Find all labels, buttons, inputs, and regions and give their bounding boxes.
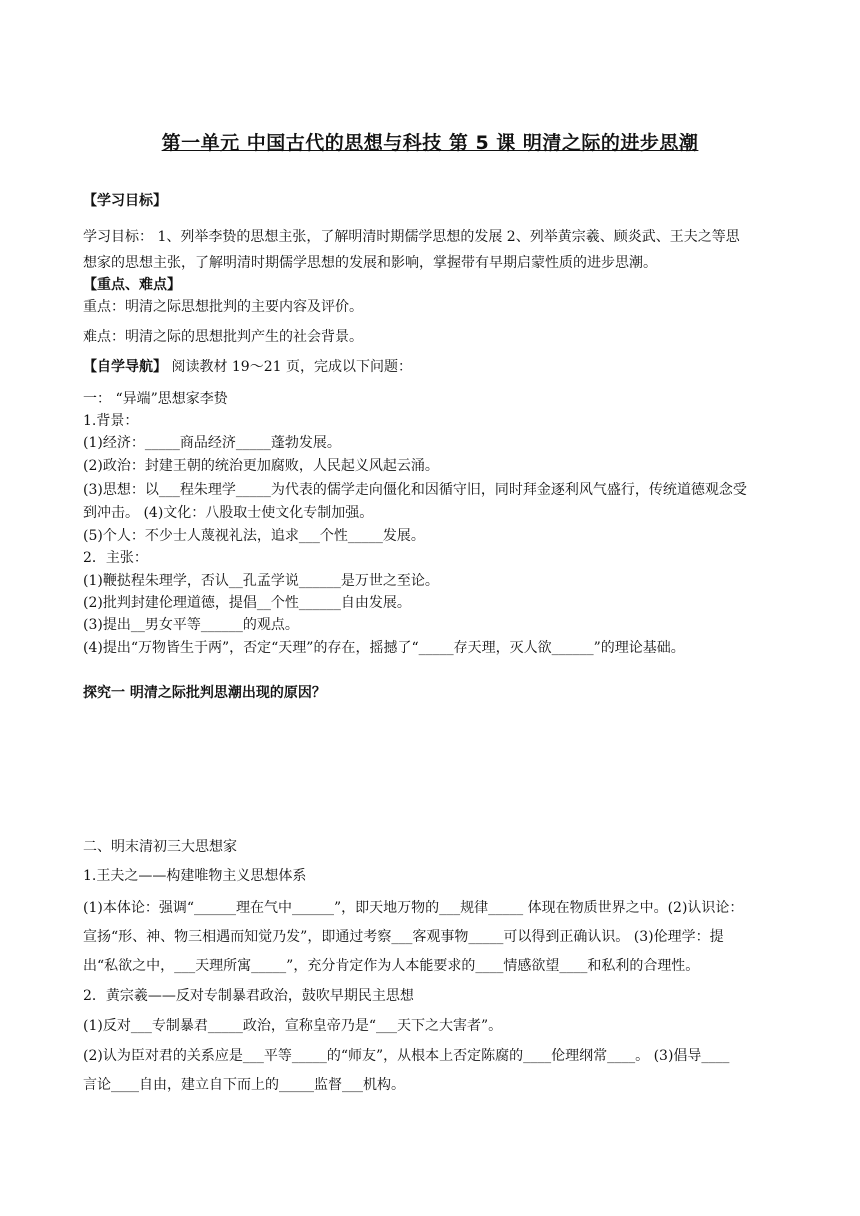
selfstudy-text: 阅读教材 19～21 页，完成以下问题： [167, 359, 412, 375]
keypoints-heading: 【重点、难点】 [83, 277, 181, 293]
huang-title: 2．黄宗羲——反对专制暴君政治，鼓吹早期民主思想 [83, 988, 414, 1004]
background-thought-a: (3)思想：以___程朱理学_____为代表的儒学走向僵化和因循守旧，同时拜金逐利风气盛行，传统道德观念受 [83, 482, 747, 498]
background-economy: (1)经济：_____商品经济_____蓬勃发展。 [83, 435, 341, 451]
claim-3: (3)提出__男女平等______的观点。 [83, 617, 299, 633]
selfstudy-heading: 【自学导航】 [83, 359, 167, 375]
selfstudy-row [83, 356, 803, 378]
wang-title: 1.王夫之——构建唯物主义思想体系 [83, 868, 307, 884]
background-label: 1.背景： [83, 413, 139, 429]
claim-1: (1)鞭挞程朱理学，否认__孔孟学说______是万世之至论。 [83, 573, 439, 589]
keypoint-text: 重点：明清之际思想批判的主要内容及评价。 [83, 299, 363, 315]
lesson-title: 第一单元 中国古代的思想与科技 第 5 课 明清之际的进步思潮 [161, 132, 699, 154]
wang-text-1: (1)本体论：强调“______理在气中______”，即天地万物的___规律_____ 体现在物质世界之中。(2)认识论： [83, 900, 744, 916]
objectives-heading: 【学习目标】 [83, 193, 167, 209]
explore-question-1: 探究一 明清之际批判思潮出现的原因？ [83, 685, 326, 701]
wang-text-3: 出“私欲之中，___天理所寓_____”，充分肯定作为人本能要求的____情感欲望____和私利的合理性。 [83, 958, 700, 974]
section1-title: 一： “异端”思想家李贽 [83, 391, 228, 407]
huang-text-2: (2)认为臣对君的关系应是___平等_____的“师友”，从根本上否定陈腐的____伦理纲常____。 (3)倡导____ [83, 1048, 730, 1064]
background-individual: (5)个人：不少士人蔑视礼法，追求___个性_____发展。 [83, 528, 425, 544]
claim-4: (4)提出“万物皆生于两”，否定“天理”的存在，摇撼了“_____存天理，灭人欲______”的理论基础。 [83, 640, 685, 656]
objectives-text-2: 想家的思想主张，了解明清时期儒学思想的发展和影响，掌握带有早期启蒙性质的进步思潮。 [83, 255, 657, 271]
background-thought-b: 到冲击。 (4)文化：八股取士使文化专制加强。 [83, 505, 374, 521]
section2-title: 二、明末清初三大思想家 [83, 839, 237, 855]
claims-label: 2．主张： [83, 550, 148, 566]
claim-2: (2)批判封建伦理道德，提倡__个性______自由发展。 [83, 595, 411, 611]
objectives-text-1: 学习目标： 1、列举李贽的思想主张，了解明清时期儒学思想的发展 2、列举黄宗羲、顾炎武、王夫之等思 [83, 229, 740, 245]
huang-text-3: 言论____自由，建立自下而上的_____监督___机构。 [83, 1077, 405, 1093]
difficulty-text: 难点：明清之际的思想批判产生的社会背景。 [83, 329, 363, 345]
background-politics: (2)政治：封建王朝的统治更加腐败，人民起义风起云涌。 [83, 458, 439, 474]
huang-text-1: (1)反对___专制暴君_____政治，宣称皇帝乃是“___天下之大害者”。 [83, 1018, 503, 1034]
wang-text-2: 宣扬“形、神、物三相遇而知觉乃发”，即通过考察___客观事物_____可以得到正确认识。 (3)伦理学：提 [83, 929, 724, 945]
